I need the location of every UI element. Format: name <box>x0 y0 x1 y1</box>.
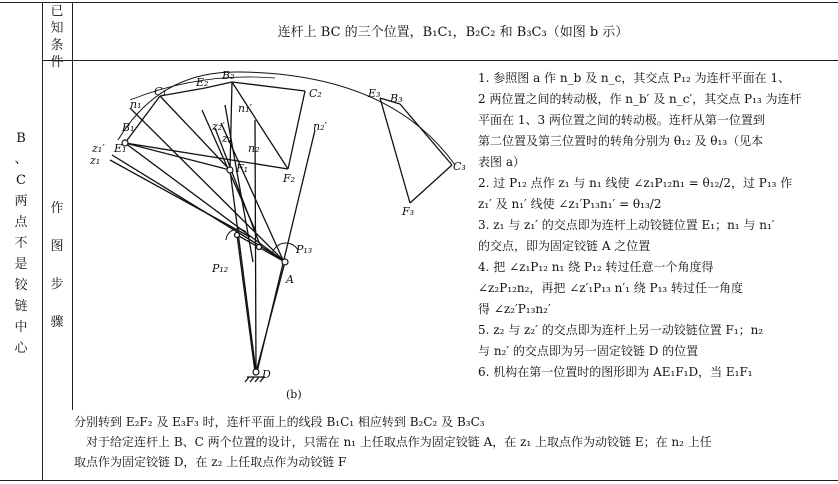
label-z2: z₂ <box>222 132 233 145</box>
step-line: 2. 过 P₁₂ 点作 z₁ 与 n₁ 线使 ∠z₁P₁₂n₁ = θ₁₂/2，过 P₁₃ 作 <box>478 176 793 190</box>
label-P12: P₁₂ <box>212 262 229 275</box>
table-top-border <box>0 2 838 3</box>
method-char: 步 <box>50 277 64 292</box>
label-z2p: z₂′ <box>212 120 225 133</box>
known-conditions: 连杆上 BC 的三个位置，B₁C₁，B₂C₂ 和 B₃C₃（如图 b 示） <box>277 25 629 40</box>
label-z1: z₁ <box>90 154 101 167</box>
step-line: 3. z₁ 与 z₁′ 的交点即为连杆上动铰链位置 E₁；n₁ 与 n₁′ <box>478 218 775 232</box>
mechanism-figure <box>75 62 475 407</box>
label-P13: P₁₃ <box>296 243 313 256</box>
label-F1: F₁ <box>236 162 249 175</box>
left-char: 、 <box>14 152 28 167</box>
method-char: 图 <box>50 239 64 254</box>
known-char: 条 <box>50 38 64 53</box>
tail-text <box>74 412 832 472</box>
label-n1: n₁ <box>130 98 142 111</box>
label-n2: n₂ <box>248 142 260 155</box>
label-z1p: z₁′ <box>92 142 105 155</box>
tail-line: 对于给定连杆上 B、C 两个位置的设计，只需在 n₁ 上任取点作为固定铰链 A，在 z₁ 上取点作为动铰链 E；在 n₂ 上任 <box>86 435 712 449</box>
step-line: 2 两位置之间的转动极，作 n_b′ 及 n_c′，其交点 P₁₃ 为连杆 <box>478 92 802 106</box>
step-line: ∠z₂P₁₂n₂，再把 ∠z′₁P₁₃ n′₁ 绕 P₁₃ 转过任一角度 <box>478 281 744 295</box>
label-B1: B₁ <box>122 121 135 134</box>
left-char: 链 <box>14 299 28 314</box>
col-divider-label <box>72 2 73 410</box>
step-line: 1. 参照图 a 作 n_b 及 n_c，其交点 P₁₂ 为连杆平面在 1、 <box>478 71 791 85</box>
known-char: 件 <box>50 55 64 70</box>
table-bottom-border <box>0 480 838 481</box>
label-n2p: n₂′ <box>313 120 327 133</box>
left-char: 两 <box>14 194 28 209</box>
label-D: D <box>262 368 271 381</box>
tail-line: 分别转到 E₂F₂ 及 E₃F₃ 时，连杆平面上的线段 B₁C₁ 相应转到 B₂C₂ 及 B₃C₃ <box>74 415 485 429</box>
method-label <box>47 190 67 342</box>
left-char: C <box>16 173 26 188</box>
label-C3: C₃ <box>453 160 466 173</box>
label-C1: C₁ <box>154 85 167 98</box>
method-char: 作 <box>50 201 64 216</box>
label-E1: E₁ <box>114 142 127 155</box>
known-char: 已 <box>50 4 64 19</box>
step-line: 6. 机构在第一位置时的图形即为 AE₁F₁D，当 E₁F₁ <box>478 365 753 379</box>
label-B3: B₃ <box>390 92 403 105</box>
step-line: 表图 a） <box>478 155 525 169</box>
left-char: 点 <box>14 215 28 230</box>
col-divider-left <box>42 2 43 480</box>
step-line: 5. z₂ 与 z₂′ 的交点即为连杆上另一动铰链位置 F₁；n₂ <box>478 323 764 337</box>
label-E2: E₂ <box>196 76 209 89</box>
left-char: 心 <box>14 341 28 356</box>
left-header <box>11 128 31 359</box>
left-char: 是 <box>14 257 28 272</box>
label-E3: E₃ <box>368 87 381 100</box>
step-line: z₁′ 及 n₁′ 线使 ∠z₁′P₁₃n₁′ = θ₁₃/2 <box>478 197 662 211</box>
step-line: 第二位置及第三位置时的转角分别为 θ₁₂ 及 θ₁₃（见本 <box>478 134 764 148</box>
step-line: 得 ∠z₂′P₁₃n₂′ <box>478 302 551 316</box>
label-C2: C₂ <box>309 87 322 100</box>
label-A: A <box>286 273 294 286</box>
label-B2: B₂ <box>222 69 235 82</box>
label-F2: F₂ <box>283 172 296 185</box>
known-label <box>47 3 67 71</box>
left-char: 中 <box>14 320 28 335</box>
steps-text <box>478 68 833 383</box>
left-char: 铰 <box>14 278 28 293</box>
known-char: 知 <box>50 21 64 36</box>
step-line: 的交点，即为固定铰链 A 之位置 <box>478 239 651 253</box>
tail-line: 取点作为固定铰链 D，在 z₂ 上任取点作为动铰链 F <box>74 455 347 469</box>
step-line: 与 n₂′ 的交点即为另一固定铰链 D 的位置 <box>478 344 699 358</box>
label-F3: F₃ <box>402 205 415 218</box>
left-char: 不 <box>14 236 28 251</box>
left-char: B <box>16 131 26 146</box>
header-divider <box>42 60 838 61</box>
step-line: 4. 把 ∠z₁P₁₂ n₁ 绕 P₁₂ 转过任意一个角度得 <box>478 260 714 274</box>
step-line: 平面在 1、3 两位置之间的转动极。连杆从第一位置到 <box>478 113 765 127</box>
figure-caption: (b) <box>286 388 302 401</box>
method-char: 骤 <box>50 315 64 330</box>
label-n1p: n₁′ <box>238 102 252 115</box>
